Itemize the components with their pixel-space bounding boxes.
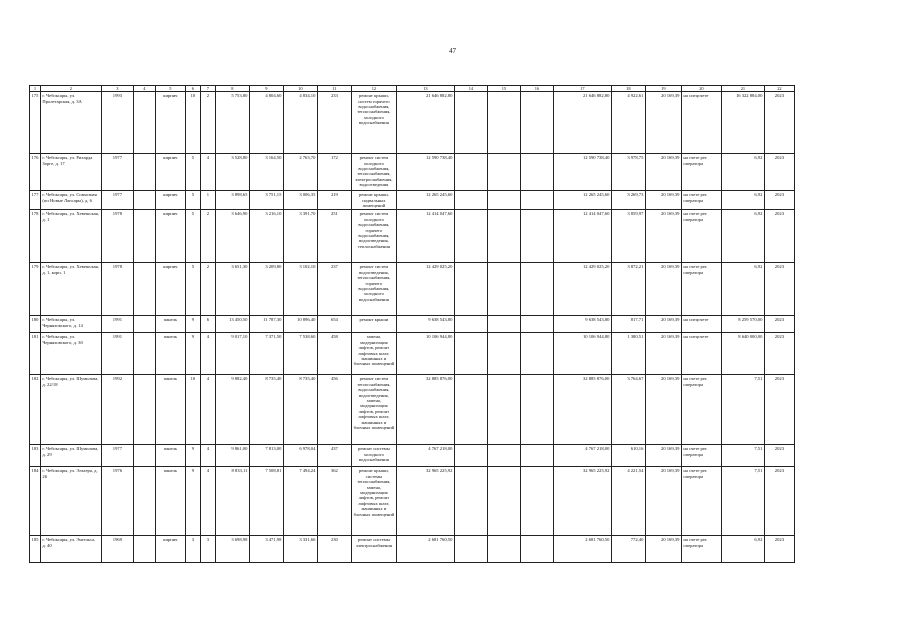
fund-method-cell: на счете рег. оператора — [681, 263, 721, 316]
nonliving-area-cell: 7 538,60 — [283, 333, 317, 375]
year-built-cell: 1977 — [101, 191, 133, 210]
budget-cost-cell — [487, 92, 520, 154]
address-cell: г. Чебоксары, ул. Черняховского, д. 30 — [40, 333, 101, 375]
fund-cost-cell — [454, 445, 487, 467]
living-area-cell: 7 371,50 — [249, 333, 283, 375]
nonliving-area-cell: 2 763,70 — [283, 154, 317, 191]
floors-cell: 9 — [185, 333, 200, 375]
nonliving-area-cell: 8 735,40 — [283, 375, 317, 445]
cost-per-sqm-cell: 4 221,54 — [611, 467, 645, 536]
cost-per-sqm-cell: 4 922,61 — [611, 92, 645, 154]
fund-method-cell: на счете рег. оператора — [681, 210, 721, 263]
plan-year-cell: 2023 — [764, 263, 794, 316]
wall-material-cell: кирпич — [155, 191, 185, 210]
year-renovated-cell — [133, 210, 155, 263]
year-built-cell: 1969 — [101, 536, 133, 563]
cost-per-sqm-cell: 3 859,97 — [611, 210, 645, 263]
fund-method-cell: на счете рег. оператора — [681, 154, 721, 191]
plan-year-cell: 2023 — [764, 375, 794, 445]
entrances-cell: 4 — [200, 467, 215, 536]
plan-year-cell: 2023 — [764, 92, 794, 154]
total-cost-cell: 2 681 760,50 — [396, 536, 454, 563]
year-renovated-cell — [133, 92, 155, 154]
owners-cost-cell: 32 885 876,00 — [553, 375, 611, 445]
year-renovated-cell — [133, 154, 155, 191]
year-built-cell: 1977 — [101, 445, 133, 467]
fund-method-cell: на спецсчете — [681, 333, 721, 375]
column-number: 4 — [133, 86, 155, 92]
total-area-cell: 13 450,50 — [215, 316, 249, 333]
total-area-cell: 5 753,80 — [215, 92, 249, 154]
living-area-cell: 8 735,40 — [249, 375, 283, 445]
residents-cell: 362 — [317, 467, 351, 536]
owners-cost-cell: 12 265 245,60 — [553, 191, 611, 210]
fund-method-cell: на спецсчете — [681, 316, 721, 333]
owners-cost-cell: 12 590 738,40 — [553, 154, 611, 191]
total-cost-cell: 9 638 543,80 — [396, 316, 454, 333]
floors-cell: 9 — [185, 467, 200, 536]
nonliving-area-cell: 7 494,24 — [283, 467, 317, 536]
living-area-cell: 11 787,30 — [249, 316, 283, 333]
repair-works-cell: ремонт систем водоотведения, теплоснабжения, горячего водоснабжения, холодного водоснабжения — [351, 263, 396, 316]
limit-per-sqm-cell: 20 169,39 — [645, 316, 681, 333]
year-built-cell: 1993 — [101, 92, 133, 154]
repair-works-cell: ремонт систем холодного водоснабжения, теплоснабжения, электроснабжения, водоотведения — [351, 154, 396, 191]
address-cell: г. Чебоксары, ул. Рихарда Зорге, д. 17 — [40, 154, 101, 191]
repair-works-cell: ремонт крыши — [351, 316, 396, 333]
table-body — [30, 92, 795, 563]
limit-per-sqm-cell: 20 169,39 — [645, 375, 681, 445]
page-number: 47 — [449, 47, 456, 55]
cost-per-sqm-cell: 3 269,73 — [611, 191, 645, 210]
fund-cost-cell — [454, 191, 487, 210]
repair-works-cell: замена, модернизация лифтов, ремонт лифтовых шахт, машинных и блочных помещений — [351, 333, 396, 375]
residents-cell: 219 — [317, 191, 351, 210]
fund-cost-cell — [454, 536, 487, 563]
total-cost-cell: 12 414 047,60 — [396, 210, 454, 263]
budget-cost-cell — [487, 445, 520, 467]
wall-material-cell: панель — [155, 467, 185, 536]
address-cell: г. Чебоксары, ул. Черняховского, д. 14 — [40, 316, 101, 333]
address-cell: г. Чебоксары, ул. Хевешская, д. 1 — [40, 210, 101, 263]
floors-cell: 5 — [185, 263, 200, 316]
column-number: 2 — [40, 86, 101, 92]
owners-cost-cell: 4 767 218,00 — [553, 445, 611, 467]
wall-material-cell: кирпич — [155, 210, 185, 263]
limit-per-sqm-cell: 20 169,39 — [645, 467, 681, 536]
floors-cell: 9 — [185, 445, 200, 467]
fund-cost-cell — [454, 210, 487, 263]
owners-cost-cell: 21 646 882,80 — [553, 92, 611, 154]
total-area-cell: 9 882,40 — [215, 375, 249, 445]
address-cell: г. Чебоксары, ул. Шумилова, д. 22/18 — [40, 375, 101, 445]
repair-works-cell: ремонт систем холодного водоснабжения, горячего водоснабжения, водоотведения, теплоснабжения — [351, 210, 396, 263]
column-number: 6 — [185, 86, 200, 92]
table-row — [30, 263, 795, 316]
address-cell: г. Чебоксары, ул. Эльгера, д. 26 — [40, 467, 101, 536]
nonliving-area-cell: 10 896,40 — [283, 316, 317, 333]
table-row — [30, 154, 795, 191]
wall-material-cell: кирпич — [155, 92, 185, 154]
residents-cell: 233 — [317, 92, 351, 154]
local-cost-cell — [520, 375, 553, 445]
year-built-cell: 1978 — [101, 263, 133, 316]
residents-cell: 437 — [317, 445, 351, 467]
row-number-cell: 181 — [30, 333, 41, 375]
row-number-cell: 176 — [30, 154, 41, 191]
fund-amount-cell: 6,92 — [721, 154, 764, 191]
year-built-cell: 1978 — [101, 210, 133, 263]
fund-amount-cell: 6,92 — [721, 210, 764, 263]
repair-works-cell: ремонт системы холодного водоснабжения — [351, 445, 396, 467]
local-cost-cell — [520, 316, 553, 333]
owners-cost-cell: 10 106 944,80 — [553, 333, 611, 375]
living-area-cell: 7 813,00 — [249, 445, 283, 467]
limit-per-sqm-cell: 20 169,39 — [645, 333, 681, 375]
total-cost-cell: 4 767 218,00 — [396, 445, 454, 467]
column-number: 13 — [396, 86, 454, 92]
fund-amount-cell: 6,92 — [721, 536, 764, 563]
table-row — [30, 445, 795, 467]
local-cost-cell — [520, 154, 553, 191]
local-cost-cell — [520, 467, 553, 536]
repair-works-cell: ремонт системы электроснабжения — [351, 536, 396, 563]
wall-material-cell: кирпич — [155, 154, 185, 191]
wall-material-cell: панель — [155, 316, 185, 333]
plan-year-cell: 2023 — [764, 467, 794, 536]
table-row — [30, 333, 795, 375]
cost-per-sqm-cell: 610,16 — [611, 445, 645, 467]
local-cost-cell — [520, 92, 553, 154]
entrances-cell: 6 — [200, 316, 215, 333]
column-number: 21 — [721, 86, 764, 92]
fund-amount-cell: 7,51 — [721, 445, 764, 467]
total-area-cell: 3 651,30 — [215, 263, 249, 316]
budget-cost-cell — [487, 154, 520, 191]
entrances-cell: 4 — [200, 375, 215, 445]
living-area-cell: 3 751,15 — [249, 191, 283, 210]
nonliving-area-cell: 3 391,70 — [283, 210, 317, 263]
wall-material-cell: панель — [155, 375, 185, 445]
column-number: 17 — [553, 86, 611, 92]
year-renovated-cell — [133, 316, 155, 333]
nonliving-area-cell: 3 331,66 — [283, 536, 317, 563]
column-number: 18 — [611, 86, 645, 92]
fund-cost-cell — [454, 316, 487, 333]
fund-amount-cell: 6,92 — [721, 263, 764, 316]
limit-per-sqm-cell: 20 169,39 — [645, 92, 681, 154]
cost-per-sqm-cell: 817,71 — [611, 316, 645, 333]
local-cost-cell — [520, 263, 553, 316]
plan-year-cell: 2023 — [764, 191, 794, 210]
nonliving-area-cell: 3 102,10 — [283, 263, 317, 316]
local-cost-cell — [520, 445, 553, 467]
nonliving-area-cell: 3 006,35 — [283, 191, 317, 210]
limit-per-sqm-cell: 20 169,39 — [645, 263, 681, 316]
total-cost-cell: 10 106 944,80 — [396, 333, 454, 375]
table-row — [30, 467, 795, 536]
column-number: 9 — [249, 86, 283, 92]
limit-per-sqm-cell: 20 169,39 — [645, 445, 681, 467]
total-cost-cell: 32 965 225,92 — [396, 467, 454, 536]
repair-works-cell: ремонт систем теплоснабжения, водоснабжения, водоотведения, замена, модернизация лифтов, ремонт лифтовых шахт, машинных и блочных помещений — [351, 375, 396, 445]
owners-cost-cell: 9 638 543,80 — [553, 316, 611, 333]
total-cost-cell: 21 646 882,80 — [396, 92, 454, 154]
row-number-cell: 178 — [30, 210, 41, 263]
column-number: 15 — [487, 86, 520, 92]
wall-material-cell: панель — [155, 333, 185, 375]
row-number-cell: 177 — [30, 191, 41, 210]
row-number-cell: 182 — [30, 375, 41, 445]
row-number-cell: 175 — [30, 92, 41, 154]
fund-cost-cell — [454, 154, 487, 191]
year-built-cell: 1977 — [101, 154, 133, 191]
fund-method-cell: на счете рег. оператора — [681, 445, 721, 467]
fund-amount-cell: 7,51 — [721, 375, 764, 445]
living-area-cell: 3 471,98 — [249, 536, 283, 563]
table-row — [30, 375, 795, 445]
fund-amount-cell: 8 259 570,00 — [721, 316, 764, 333]
column-number: 20 — [681, 86, 721, 92]
column-number: 7 — [200, 86, 215, 92]
fund-amount-cell: 7,51 — [721, 467, 764, 536]
living-area-cell: 3 216,10 — [249, 210, 283, 263]
residents-cell: 458 — [317, 333, 351, 375]
fund-cost-cell — [454, 263, 487, 316]
column-number: 12 — [351, 86, 396, 92]
plan-year-cell: 2023 — [764, 210, 794, 263]
budget-cost-cell — [487, 375, 520, 445]
year-renovated-cell — [133, 445, 155, 467]
row-number-cell: 185 — [30, 536, 41, 563]
residents-cell: 456 — [317, 375, 351, 445]
entrances-cell: 3 — [200, 536, 215, 563]
total-area-cell: 3 646,90 — [215, 210, 249, 263]
housing-repair-table — [29, 85, 795, 563]
owners-cost-cell: 2 681 760,50 — [553, 536, 611, 563]
table-row — [30, 92, 795, 154]
row-number-cell: 184 — [30, 467, 41, 536]
budget-cost-cell — [487, 210, 520, 263]
entrances-cell: 1 — [200, 191, 215, 210]
column-number: 11 — [317, 86, 351, 92]
plan-year-cell: 2023 — [764, 154, 794, 191]
owners-cost-cell: 12 414 047,60 — [553, 210, 611, 263]
year-built-cell: 1976 — [101, 467, 133, 536]
fund-cost-cell — [454, 333, 487, 375]
owners-cost-cell: 12 429 025,20 — [553, 263, 611, 316]
row-number-cell: 183 — [30, 445, 41, 467]
total-area-cell: 9 861,00 — [215, 445, 249, 467]
column-number: 10 — [283, 86, 317, 92]
entrances-cell: 2 — [200, 210, 215, 263]
repair-works-cell: ремонт крыши, системы теплоснабжения, замена, модернизация лифтов, ремонт лифтовых шахт, машинных и блочных помещений — [351, 467, 396, 536]
budget-cost-cell — [487, 263, 520, 316]
residents-cell: 230 — [317, 536, 351, 563]
fund-method-cell: на счете рег. оператора — [681, 191, 721, 210]
address-cell: г. Чебоксары, ул. Шумилова, д. 29 — [40, 445, 101, 467]
address-cell: г. Чебоксары, ул. Пролетарская, д. 3А — [40, 92, 101, 154]
residents-cell: 172 — [317, 154, 351, 191]
cost-per-sqm-cell: 3 872,21 — [611, 263, 645, 316]
fund-amount-cell: 16 322 884,00 — [721, 92, 764, 154]
year-built-cell: 1992 — [101, 375, 133, 445]
budget-cost-cell — [487, 467, 520, 536]
fund-method-cell: на счете рег. оператора — [681, 536, 721, 563]
fund-cost-cell — [454, 467, 487, 536]
total-cost-cell: 12 590 738,40 — [396, 154, 454, 191]
total-area-cell: 3 698,98 — [215, 536, 249, 563]
plan-year-cell: 2023 — [764, 333, 794, 375]
living-area-cell: 3 164,50 — [249, 154, 283, 191]
total-area-cell: 9 017,10 — [215, 333, 249, 375]
total-cost-cell: 32 885 876,00 — [396, 375, 454, 445]
column-number: 8 — [215, 86, 249, 92]
year-renovated-cell — [133, 375, 155, 445]
cost-per-sqm-cell: 3 978,75 — [611, 154, 645, 191]
year-renovated-cell — [133, 191, 155, 210]
nonliving-area-cell: 4 834,10 — [283, 92, 317, 154]
residents-cell: 251 — [317, 210, 351, 263]
floors-cell: 5 — [185, 154, 200, 191]
cost-per-sqm-cell: 1 380,51 — [611, 333, 645, 375]
limit-per-sqm-cell: 20 169,39 — [645, 536, 681, 563]
address-cell: г. Чебоксары, ул. Хевешская, д. 1, корп. 1 — [40, 263, 101, 316]
living-area-cell: 4 804,60 — [249, 92, 283, 154]
wall-material-cell: кирпич — [155, 536, 185, 563]
budget-cost-cell — [487, 191, 520, 210]
year-renovated-cell — [133, 467, 155, 536]
budget-cost-cell — [487, 316, 520, 333]
year-built-cell: 1991 — [101, 333, 133, 375]
total-area-cell: 8 833,11 — [215, 467, 249, 536]
repair-works-cell: ремонт крыши, подвальных помещений — [351, 191, 396, 210]
wall-material-cell: панель — [155, 445, 185, 467]
total-area-cell: 3 528,80 — [215, 154, 249, 191]
local-cost-cell — [520, 210, 553, 263]
residents-cell: 654 — [317, 316, 351, 333]
column-number: 22 — [764, 86, 794, 92]
column-number: 14 — [454, 86, 487, 92]
plan-year-cell: 2023 — [764, 445, 794, 467]
limit-per-sqm-cell: 20 169,39 — [645, 154, 681, 191]
fund-method-cell: на спецсчете — [681, 92, 721, 154]
floors-cell: 3 — [185, 536, 200, 563]
local-cost-cell — [520, 191, 553, 210]
fund-method-cell: на счете рег. оператора — [681, 375, 721, 445]
column-number: 16 — [520, 86, 553, 92]
fund-cost-cell — [454, 92, 487, 154]
address-cell: г. Чебоксары, ул. Совхозная (пп Новые Лапсары), д. 6 — [40, 191, 101, 210]
local-cost-cell — [520, 536, 553, 563]
floors-cell: 10 — [185, 92, 200, 154]
floors-cell: 5 — [185, 191, 200, 210]
entrances-cell: 4 — [200, 154, 215, 191]
floors-cell: 10 — [185, 375, 200, 445]
local-cost-cell — [520, 333, 553, 375]
plan-year-cell: 2023 — [764, 316, 794, 333]
entrances-cell: 2 — [200, 92, 215, 154]
column-number: 19 — [645, 86, 681, 92]
entrances-cell: 4 — [200, 445, 215, 467]
table-row — [30, 536, 795, 563]
year-renovated-cell — [133, 536, 155, 563]
column-number: 5 — [155, 86, 185, 92]
budget-cost-cell — [487, 333, 520, 375]
entrances-cell: 2 — [200, 263, 215, 316]
fund-cost-cell — [454, 375, 487, 445]
wall-material-cell: кирпич — [155, 263, 185, 316]
fund-amount-cell: 8 640 000,00 — [721, 333, 764, 375]
table-row — [30, 191, 795, 210]
nonliving-area-cell: 6 978,04 — [283, 445, 317, 467]
limit-per-sqm-cell: 20 169,39 — [645, 191, 681, 210]
budget-cost-cell — [487, 536, 520, 563]
table-row — [30, 210, 795, 263]
total-cost-cell: 12 265 245,60 — [396, 191, 454, 210]
floors-cell: 5 — [185, 210, 200, 263]
floors-cell: 9 — [185, 316, 200, 333]
plan-year-cell: 2023 — [764, 536, 794, 563]
residents-cell: 237 — [317, 263, 351, 316]
living-area-cell: 3 209,80 — [249, 263, 283, 316]
column-number: 1 — [30, 86, 41, 92]
year-renovated-cell — [133, 333, 155, 375]
cost-per-sqm-cell: 3 764,67 — [611, 375, 645, 445]
table-row — [30, 316, 795, 333]
column-number: 3 — [101, 86, 133, 92]
living-area-cell: 7 508,81 — [249, 467, 283, 536]
year-renovated-cell — [133, 263, 155, 316]
year-built-cell: 1991 — [101, 316, 133, 333]
entrances-cell: 4 — [200, 333, 215, 375]
row-number-cell: 179 — [30, 263, 41, 316]
fund-method-cell: на счете рег. оператора — [681, 467, 721, 536]
total-cost-cell: 12 429 025,20 — [396, 263, 454, 316]
total-area-cell: 3 898,65 — [215, 191, 249, 210]
fund-amount-cell: 6,92 — [721, 191, 764, 210]
address-cell: г. Чебоксары, ул. Энгельса, д. 40 — [40, 536, 101, 563]
row-number-cell: 180 — [30, 316, 41, 333]
repair-works-cell: ремонт крыши, систем горячего водоснабжения, теплоснабжения, холодного водоснабжения — [351, 92, 396, 154]
limit-per-sqm-cell: 20 169,39 — [645, 210, 681, 263]
cost-per-sqm-cell: 772,40 — [611, 536, 645, 563]
owners-cost-cell: 32 965 225,92 — [553, 467, 611, 536]
